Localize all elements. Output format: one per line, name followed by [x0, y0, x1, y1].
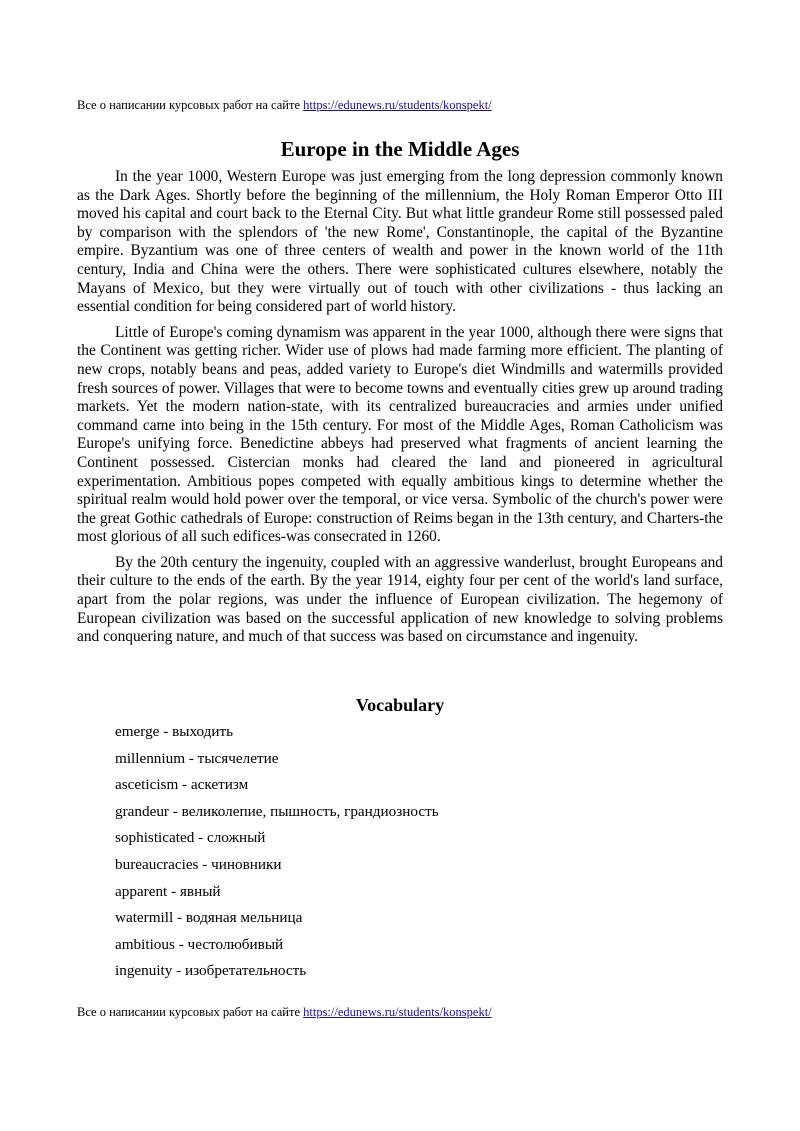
paragraph-3: By the 20th century the ingenuity, coupled with an aggressive wanderlust, brought Europeans and their culture to the ends of the earth. By the year 1914, eighty four per cent of the world's land surface, apart from the polar regions, was under the influence of European civilization. The hegemony of European civilization was based on the successful application of new knowledge to solving problems and conquering nature, and much of that success was based on circumstance and ingenuity.	[77, 553, 723, 646]
vocabulary-item: asceticism - аскетизм	[115, 776, 249, 794]
document-body	[77, 168, 723, 654]
vocabulary-list	[115, 723, 439, 989]
page-header	[77, 97, 492, 113]
vocabulary-item: grandeur - великолепие, пышность, грандиозность	[115, 802, 439, 820]
header-link[interactable]: https://edunews.ru/students/konspekt/	[303, 98, 492, 112]
footer-text: Все о написании курсовых работ на сайте	[77, 1005, 304, 1019]
document-title: Europe in the Middle Ages	[280, 137, 520, 161]
paragraph-2: Little of Europe's coming dynamism was apparent in the year 1000, although there were signs that the Continent was getting richer. Wider use of plows had made farming more efficient. The planting of new crops, notably beans and peas, added variety to Europe's diet Windmills and watermills provided fresh sources of power. Villages that were to become towns and eventually cities grew up around trading markets. Yet the modern nation-state, with its centralized bureaucracies and armies under unified command came into being in the 15th century. For most of the Middle Ages, Roman Catholicism was Europe's unifying force. Benedictine abbeys had preserved what fragments of ancient learning the Continent possessed. Cistercian monks had cleared the land and pioneered in agricultural experimentation. Ambitious popes competed with equally ambitious kings to determine whether the spiritual realm would hold power over the temporal, or vice versa. Symbolic of the church's power were the great Gothic cathedrals of Europe: construction of Reims began in the 13th century, and Charters-the most glorious of all such edifices-was consecrated in 1260.	[77, 323, 723, 546]
vocabulary-item: sophisticated - сложный	[115, 829, 266, 847]
vocabulary-item: apparent - явный	[115, 882, 221, 900]
paragraph-1: In the year 1000, Western Europe was just emerging from the long depression commonly known as the Dark Ages. Shortly before the beginning of the millennium, the Holy Roman Emperor Otto III moved his capital and court back to the Eternal City. But what little grandeur Rome still possessed paled by comparison with the splendors of 'the new Rome', Constantinople, the capital of the Byzantine empire. Byzantium was one of three centers of wealth and power in the known world of the 11th century, India and China were the others. There were sophisticated cultures elsewhere, notably the Mayans of Mexico, but they were virtually out of touch with other civilizations - thus lacking an essential condition for being considered part of world history.	[77, 168, 723, 316]
page-footer	[77, 1004, 492, 1020]
vocabulary-item: ambitious - честолюбивый	[115, 935, 284, 953]
vocabulary-item: watermill - водяная мельница	[115, 909, 303, 927]
vocabulary-item: millennium - тысячелетие	[115, 749, 279, 767]
vocabulary-item: emerge - выходить	[115, 723, 234, 740]
vocabulary-item: ingenuity - изобретательность	[115, 962, 307, 980]
vocabulary-item: bureaucracies - чиновники	[115, 855, 282, 873]
vocabulary-heading: Vocabulary	[355, 695, 445, 715]
footer-link[interactable]: https://edunews.ru/students/konspekt/	[303, 1005, 492, 1019]
header-text: Все о написании курсовых работ на сайте	[77, 98, 304, 112]
